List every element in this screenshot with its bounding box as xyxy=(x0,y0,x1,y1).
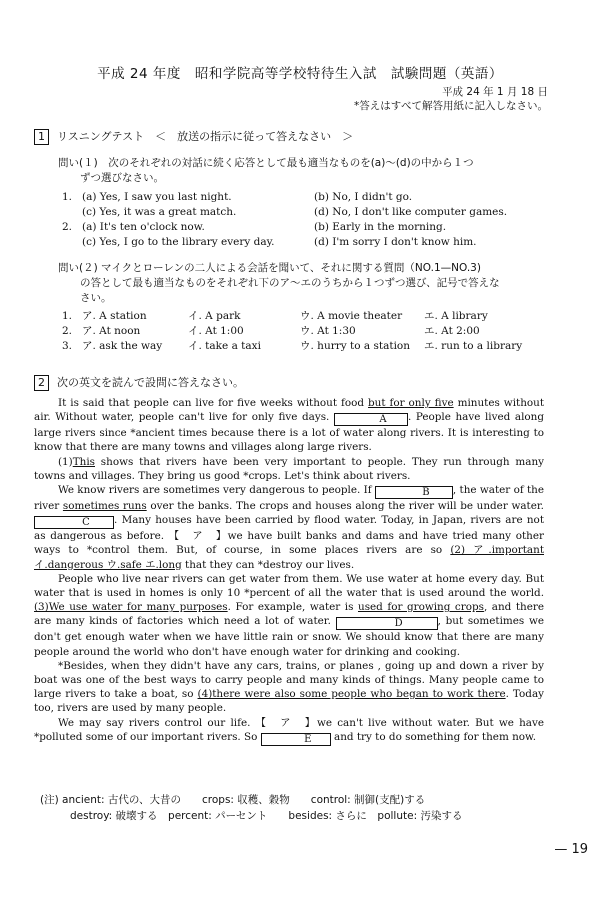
choice-row xyxy=(62,339,562,354)
choice-c: ウ. A movie theater xyxy=(300,310,403,322)
underlined-text: (3)We use water for many purposes xyxy=(34,601,228,614)
question-1-choices xyxy=(62,190,562,250)
choice-d: エ. run to a library xyxy=(424,340,523,352)
answer-blank-d: D xyxy=(336,617,438,630)
text-run: . For example, water is xyxy=(227,601,358,614)
text-run: . Today too, rivers are used by many people. xyxy=(34,688,545,715)
item-number: 2. xyxy=(62,325,73,337)
item-number: 1. xyxy=(62,310,73,322)
page-number: — 19 xyxy=(554,842,588,857)
choice-row xyxy=(62,309,562,324)
choice-a: ア. A station xyxy=(82,310,147,322)
text-run: People who live near rivers can get water from them. We use water at home every day. But water that is used in homes is only 10 *percent of all the water that is used around the world. xyxy=(34,572,544,600)
underlined-text: sometimes runs xyxy=(62,500,147,513)
answer-note: *答えはすべて解答用紙に記入しなさい。 xyxy=(353,100,548,112)
text-run: and try to do something for them now. xyxy=(330,730,537,743)
section-1-heading xyxy=(34,128,353,145)
text-run: . Many houses have been carried by flood water. Today, in Japan, rivers are not as dangerous as before. 【 ア 】we have built banks and dams and have tried many other ways to *control them. But, of course, in some places rivers are so xyxy=(34,514,544,557)
choice-right: (b) No, I didn't go. xyxy=(314,191,413,203)
text-run: We know rivers are sometimes very dangerous to people. If xyxy=(58,484,375,497)
text-run: shows that rivers have been very important to people. They run through many towns and villages. They bring us good *crops. Let's think about rivers. xyxy=(34,455,544,482)
choice-b: イ. A park xyxy=(188,310,241,322)
choice-d: エ. At 2:00 xyxy=(424,325,480,337)
question-2-choices xyxy=(62,309,562,354)
section-2-number: 2 xyxy=(34,375,49,391)
text-run: minutes without air. Without water, people can't live for only five days. xyxy=(34,397,545,424)
text-run: , but sometimes we don't get enough water when we have little rain or snow. We should know that there are many people around the world who don't have enough water for drinking and cooking. xyxy=(34,615,544,658)
item-number: 3. xyxy=(62,340,73,352)
choice-d: エ. A library xyxy=(424,310,488,322)
text-run: *Besides, when they didn't have any cars, trains, or planes , going up and down a river by boat was one of the best ways to carry people and many kinds of things. Many people came to large rivers to take a boat, so xyxy=(34,659,544,701)
underlined-options: (2) ア.important イ.dangerous ウ.safe エ.long xyxy=(34,544,544,571)
exam-title: 平成 24 年度 昭和学院高等学校特待生入試 試験問題（英語） xyxy=(97,66,503,82)
exam-date: 平成 24 年 1 月 18 日 xyxy=(442,86,548,98)
section-2-heading xyxy=(34,374,244,391)
choice-row xyxy=(62,205,562,220)
paragraph xyxy=(34,659,544,716)
choice-right: (b) Early in the morning. xyxy=(314,221,447,233)
question-1-instruction-line: ずつ選びなさい。 xyxy=(80,172,164,184)
choice-b: イ. take a taxi xyxy=(188,340,261,352)
answer-blank-c: C xyxy=(34,516,114,529)
glossary-line-1: (注) ancient: 古代の、大昔の crops: 収穫、穀物 control: 制御(支配)する xyxy=(40,794,426,806)
paragraph xyxy=(34,396,544,455)
text-run: (1) xyxy=(58,455,73,468)
answer-blank-a: A xyxy=(334,413,408,426)
text-run: We may say rivers control our life. 【 ア 】we can't live without water. But we have *polluted some of our important rivers. So xyxy=(34,716,544,743)
answer-blank-b: B xyxy=(375,486,453,499)
paragraph xyxy=(34,483,544,572)
underlined-text: but for only five xyxy=(368,397,454,409)
text-run: , and there are many kinds of factories which need a lot of water. xyxy=(34,601,544,628)
choice-left: (c) Yes, it was a great match. xyxy=(82,206,237,218)
text-run: . People have lived along large rivers since *ancient times because there is a lot of water along rivers. It is interesting to know that there are many towns and villages along large rivers. xyxy=(34,411,544,454)
underlined-text: used for growing crops xyxy=(358,601,484,614)
choice-row xyxy=(62,324,562,339)
item-number: 1. xyxy=(62,191,73,203)
choice-right: (d) I'm sorry I don't know him. xyxy=(314,236,477,248)
choice-c: ウ. hurry to a station xyxy=(300,340,411,352)
text-run: that they can *destroy our lives. xyxy=(181,558,355,571)
section-1-title: リスニングテスト ＜ 放送の指示に従って答えなさい ＞ xyxy=(57,130,354,143)
question-1-instruction xyxy=(58,156,558,186)
text-run: It is said that people can live for five weeks without food xyxy=(58,397,369,409)
reading-passage xyxy=(34,396,544,746)
choice-a: ア. At noon xyxy=(82,325,141,337)
choice-a: ア. ask the way xyxy=(82,340,163,352)
choice-row xyxy=(62,235,562,250)
glossary-line-2: destroy: 破壊する percent: パーセント besides: さらに pollute: 汚染する xyxy=(70,810,463,822)
question-1-instruction-line: 問い(１) 次のそれぞれの対話に続く応答として最も適当なものを(a)～(d)の中から１つ xyxy=(58,157,474,169)
question-2-instruction-line: さい。 xyxy=(80,292,112,304)
text-run: , the water of the river xyxy=(34,484,544,513)
choice-right: (d) No, I don't like computer games. xyxy=(314,206,508,218)
item-number: 2. xyxy=(62,221,73,233)
section-2-title: 次の英文を読んで設問に答えなさい。 xyxy=(57,376,244,389)
underlined-text: (4)there were also some people who began to work there xyxy=(197,688,506,701)
question-2-instruction xyxy=(58,261,558,306)
paragraph xyxy=(34,572,544,659)
choice-left: (a) It's ten o'clock now. xyxy=(82,221,205,233)
paragraph xyxy=(34,455,544,483)
choice-row xyxy=(62,220,562,235)
section-1-number: 1 xyxy=(34,129,49,145)
choice-row xyxy=(62,190,562,205)
question-2-instruction-line: 問い(２) マイクとローレンの二人による会話を聞いて、それに関する質問（NO.1—NO.3) xyxy=(58,262,481,274)
paragraph xyxy=(34,716,544,746)
choice-left: (a) Yes, I saw you last night. xyxy=(82,191,232,203)
underlined-text: This xyxy=(72,455,95,468)
text-run: over the banks. The crops and houses along the river will be under water. xyxy=(146,500,544,513)
choice-c: ウ. At 1:30 xyxy=(300,325,356,337)
question-2-instruction-line: の答として最も適当なものをそれぞれ下のア～エのうちから１つずつ選び、記号で答えな xyxy=(80,277,500,289)
answer-blank-e: E xyxy=(261,733,331,746)
choice-b: イ. At 1:00 xyxy=(188,325,244,337)
choice-left: (c) Yes, I go to the library every day. xyxy=(82,236,275,248)
